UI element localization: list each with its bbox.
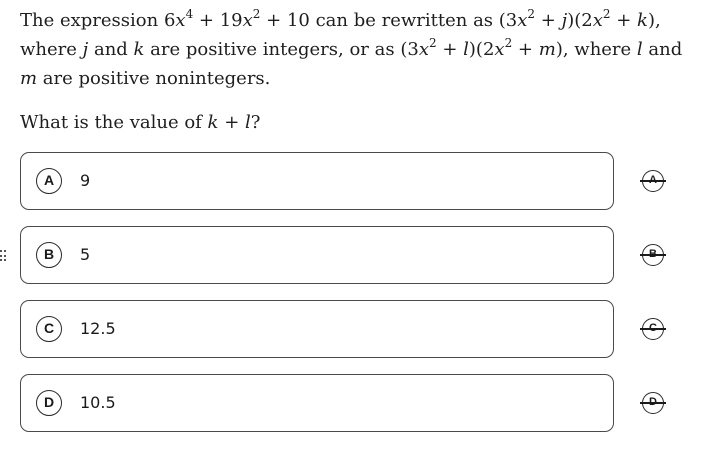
drag-handle-icon[interactable]: [0, 250, 6, 262]
variable-j: j: [82, 39, 89, 60]
strike-line: [640, 254, 666, 256]
eliminate-choice-b-button[interactable]: [640, 242, 666, 268]
question-text-segment: are positive integers, or as: [144, 39, 401, 60]
question-text: [20, 6, 700, 93]
answer-choice-b[interactable]: [20, 226, 614, 284]
answer-choice-d[interactable]: [20, 374, 614, 432]
answer-choice-c[interactable]: [20, 300, 614, 358]
expression-math: $6x^4 + 19x^2 + 10$: [163, 7, 310, 31]
question-text-segment: where: [20, 39, 83, 60]
choice-value: 12.5: [80, 319, 116, 338]
choice-letter-badge: C: [36, 316, 62, 342]
answer-choice-a[interactable]: [20, 152, 614, 210]
choice-letter-badge: D: [36, 390, 62, 416]
variable-m: m: [20, 68, 38, 89]
choice-value: 5: [80, 245, 91, 264]
question-text-segment: and: [642, 39, 683, 60]
question-text-segment: and: [88, 39, 134, 60]
factored-form-2: $(3x^2 + l)(2x^2 + m)$,: [400, 36, 569, 60]
choice-letter-badge: B: [36, 242, 62, 268]
strike-line: [640, 180, 666, 182]
question-prompt: What is the value of k + l?: [20, 112, 261, 133]
variable-k: k: [133, 39, 145, 60]
question-text-segment: can be rewritten as: [309, 10, 499, 31]
eliminate-choice-d-button[interactable]: [640, 390, 666, 416]
eliminate-choice-c-button[interactable]: [640, 316, 666, 342]
factored-form-1: $(3x^2 + j)(2x^2 + k)$,: [498, 7, 661, 31]
eliminate-choice-a-button[interactable]: [640, 168, 666, 194]
choice-letter-badge: A: [36, 168, 62, 194]
question-text-segment: are positive nonintegers.: [37, 68, 271, 89]
question-text-segment: where: [568, 39, 637, 60]
question-text-segment: The expression: [20, 10, 164, 31]
strike-line: [640, 328, 666, 330]
strike-line: [640, 402, 666, 404]
choice-value: 9: [80, 171, 91, 190]
variable-l: l: [636, 39, 643, 60]
choice-value: 10.5: [80, 393, 116, 412]
